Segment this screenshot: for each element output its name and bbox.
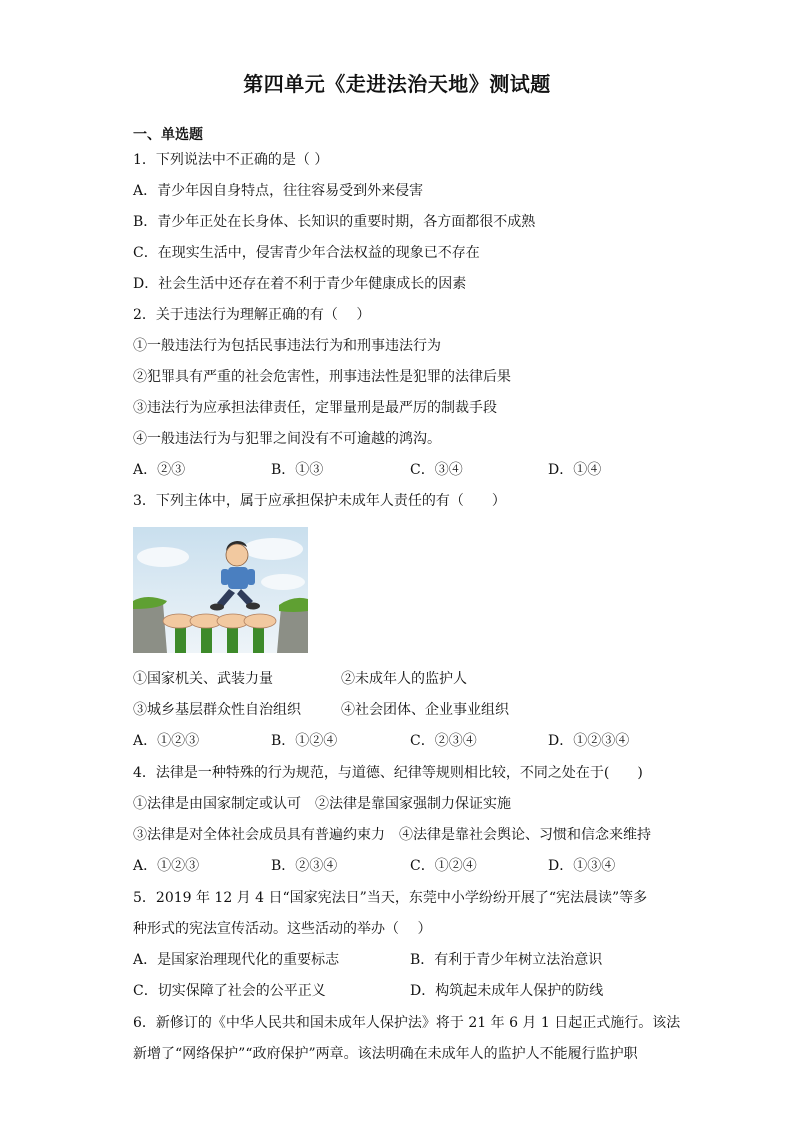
q3-statement-3: ③城乡基层群众性自治组织 bbox=[133, 702, 301, 718]
q3-option-a: A．①②③ bbox=[133, 733, 200, 749]
q5-option-d: D．构筑起未成年人保护的防线 bbox=[410, 983, 604, 999]
q2-option-c: C．③④ bbox=[410, 462, 463, 478]
q1-stem: 1．下列说法中不正确的是（ ） bbox=[133, 152, 329, 168]
q2-option-b: B．①③ bbox=[271, 462, 324, 478]
q3-option-d: D．①②③④ bbox=[548, 733, 630, 749]
q5-option-c: C．切实保障了社会的公平正义 bbox=[133, 983, 326, 999]
q1-option-a: A．青少年因自身特点，往往容易受到外来侵害 bbox=[133, 183, 424, 199]
q3-illustration bbox=[133, 527, 308, 653]
q3-statement-4: ④社会团体、企业事业组织 bbox=[341, 702, 509, 718]
q1-option-d: D．社会生活中还存在着不利于青少年健康成长的因素 bbox=[133, 276, 467, 292]
q2-statement-3: ③违法行为应承担法律责任，定罪量刑是最严厉的制裁手段 bbox=[133, 400, 497, 416]
q2-option-d: D．①④ bbox=[548, 462, 602, 478]
q5-option-b: B．有利于青少年树立法治意识 bbox=[410, 952, 603, 968]
section-heading: 一、单选题 bbox=[133, 127, 203, 143]
q3-statement-2: ②未成年人的监护人 bbox=[341, 671, 467, 687]
boy-crossing-hands-bridge-illustration bbox=[133, 527, 308, 653]
q5-option-a: A．是国家治理现代化的重要标志 bbox=[133, 952, 340, 968]
q3-statement-1: ①国家机关、武装力量 bbox=[133, 671, 273, 687]
q4-option-a: A．①②③ bbox=[133, 858, 200, 874]
q2-statement-2: ②犯罪具有严重的社会危害性，刑事违法性是犯罪的法律后果 bbox=[133, 369, 511, 385]
q2-statement-4: ④一般违法行为与犯罪之间没有不可逾越的鸿沟。 bbox=[133, 431, 441, 447]
q4-option-c: C．①②④ bbox=[410, 858, 477, 874]
q4-option-b: B．②③④ bbox=[271, 858, 338, 874]
q6-stem-line-1: 6．新修订的《中华人民共和国未成年人保护法》将于 21 年 6 月 1 日起正式施行。该法 bbox=[133, 1015, 681, 1031]
q5-stem-line-1: 5．2019 年 12 月 4 日“国家宪法日”当天，东莞中小学纷纷开展了“宪法晨读”等多 bbox=[133, 890, 648, 906]
q3-option-b: B．①②④ bbox=[271, 733, 338, 749]
q2-statement-1: ①一般违法行为包括民事违法行为和刑事违法行为 bbox=[133, 338, 441, 354]
q4-stem: 4．法律是一种特殊的行为规范，与道德、纪律等规则相比较，不同之处在于( ) bbox=[133, 765, 643, 781]
q3-option-c: C．②③④ bbox=[410, 733, 477, 749]
q5-stem-line-2: 种形式的宪法宣传活动。这些活动的举办（ ） bbox=[133, 921, 432, 937]
q3-stem: 3．下列主体中，属于应承担保护未成年人责任的有（ ） bbox=[133, 493, 506, 509]
q1-option-b: B．青少年正处在长身体、长知识的重要时期，各方面都很不成熟 bbox=[133, 214, 536, 230]
q2-option-a: A．②③ bbox=[133, 462, 186, 478]
page-title: 第四单元《走进法治天地》测试题 bbox=[243, 72, 551, 96]
q4-statements-line-1: ①法律是由国家制定或认可 ②法律是靠国家强制力保证实施 bbox=[133, 796, 511, 812]
q6-stem-line-2: 新增了“网络保护”“政府保护”两章。该法明确在未成年人的监护人不能履行监护职 bbox=[133, 1046, 638, 1062]
q4-statements-line-2: ③法律是对全体社会成员具有普遍约束力 ④法律是靠社会舆论、习惯和信念来维持 bbox=[133, 827, 651, 843]
q4-option-d: D．①③④ bbox=[548, 858, 616, 874]
q1-option-c: C．在现实生活中，侵害青少年合法权益的现象已不存在 bbox=[133, 245, 480, 261]
q2-stem: 2．关于违法行为理解正确的有（ ） bbox=[133, 307, 371, 323]
